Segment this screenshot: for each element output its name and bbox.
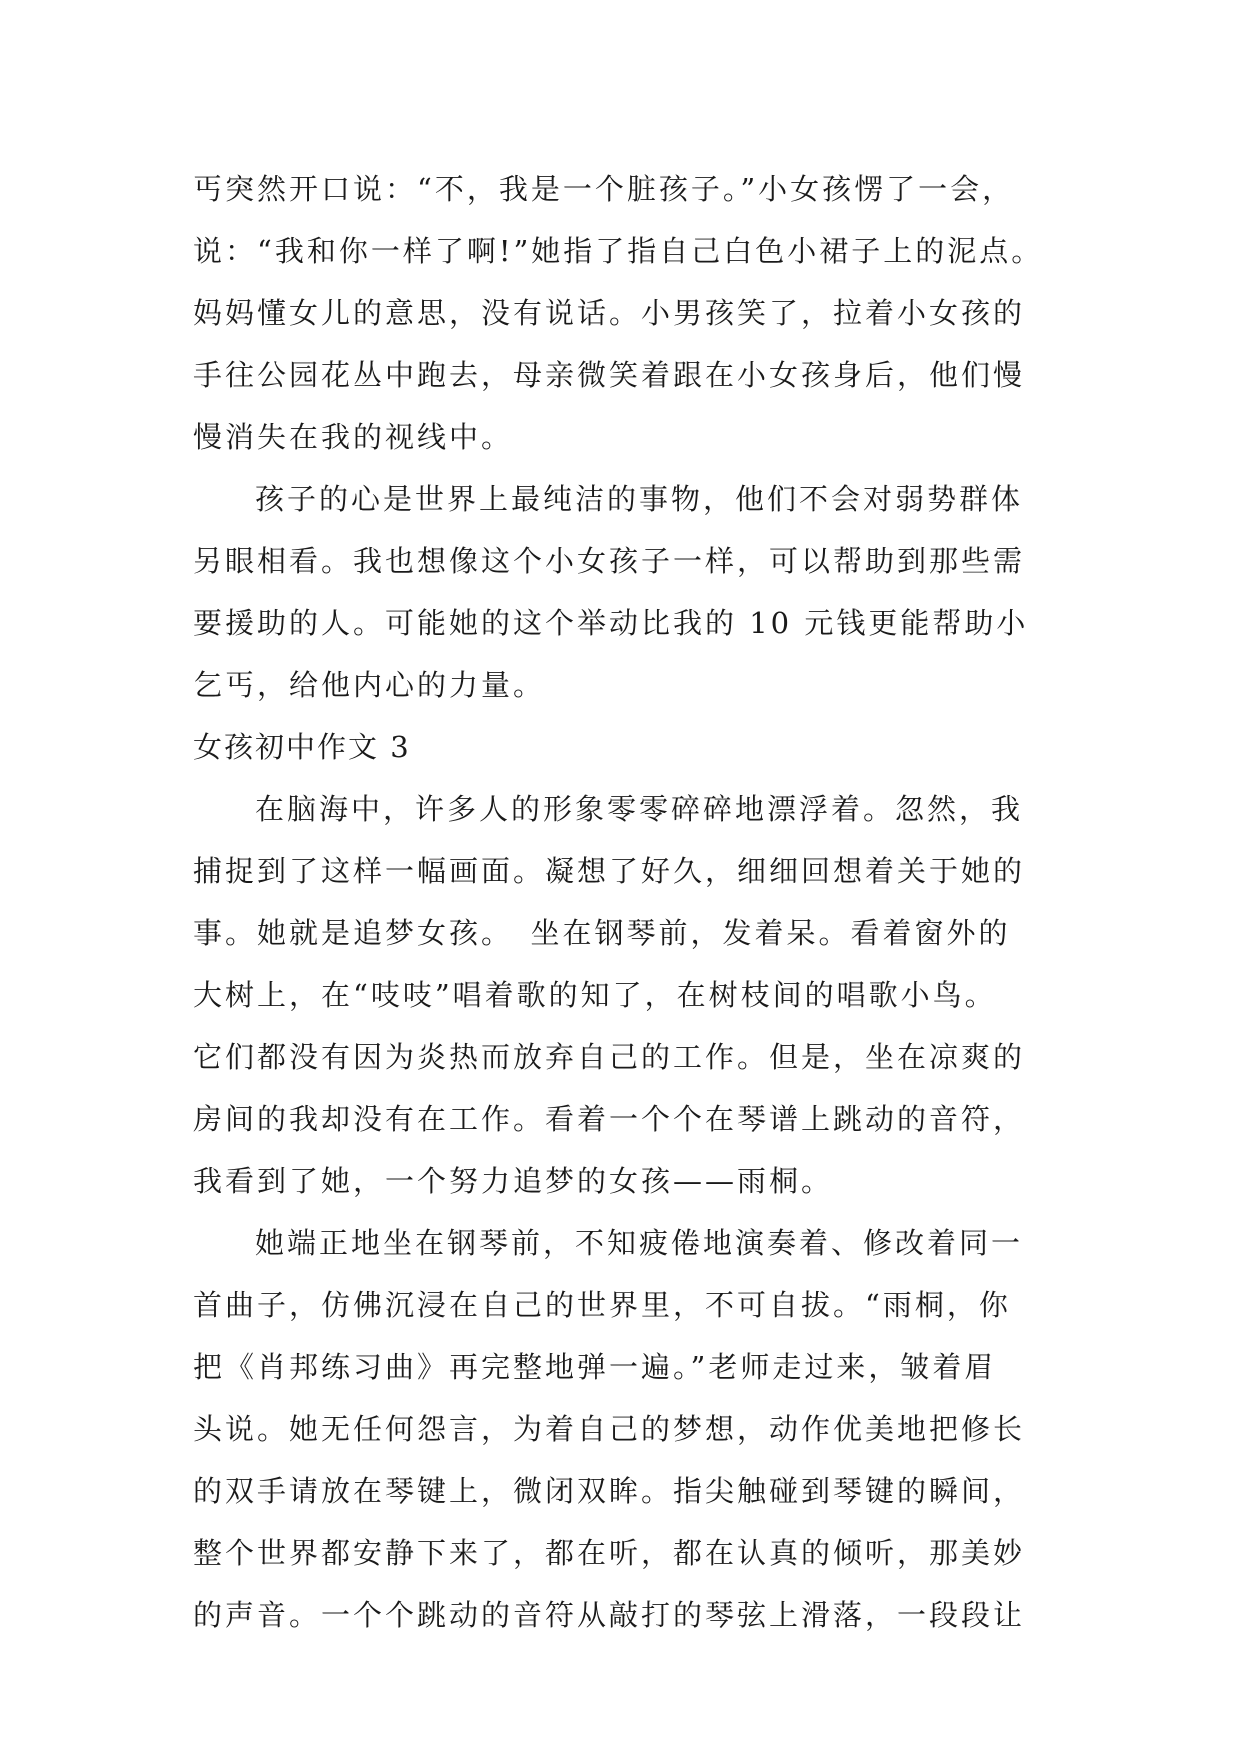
text-line: 事。她就是追梦女孩。 坐在钢琴前，发着呆。看着窗外的 bbox=[193, 916, 1011, 950]
text-line: 乞丐，给他内心的力量。 bbox=[193, 668, 546, 702]
text-line: 我看到了她，一个努力追梦的女孩——雨桐。 bbox=[193, 1164, 834, 1198]
paragraph-2 bbox=[193, 468, 1063, 716]
text-line: 它们都没有因为炎热而放弃自己的工作。但是，坐在凉爽的 bbox=[193, 1040, 1026, 1074]
text-line: 把《肖邦练习曲》再完整地弹一遍。”老师走过来，皱着眉 bbox=[193, 1350, 997, 1384]
text-line: 妈妈懂女儿的意思，没有说话。小男孩笑了，拉着小女孩的 bbox=[193, 296, 1026, 330]
text-line: 房间的我却没有在工作。看着一个个在琴谱上跳动的音符， bbox=[193, 1102, 1026, 1136]
text-line: 大树上，在“吱吱”唱着歌的知了，在树枝间的唱歌小鸟。 bbox=[193, 978, 997, 1012]
document-body bbox=[193, 158, 1063, 1646]
text-line: 首曲子，仿佛沉浸在自己的世界里，不可自拔。“雨桐，你 bbox=[193, 1288, 1011, 1322]
text-line: 另眼相看。我也想像这个小女孩子一样，可以帮助到那些需 bbox=[193, 544, 1026, 578]
text-line: 丐突然开口说：“不，我是一个脏孩子。”小女孩愣了一会， bbox=[193, 172, 1015, 206]
text-line: 慢消失在我的视线中。 bbox=[193, 420, 514, 454]
text-line: 手往公园花丛中跑去，母亲微笑着跟在小女孩身后，他们慢 bbox=[193, 358, 1026, 392]
text-line: 头说。她无任何怨言，为着自己的梦想，动作优美地把修长 bbox=[193, 1412, 1026, 1446]
text-line: 孩子的心是世界上最纯洁的事物，他们不会对弱势群体 bbox=[255, 482, 1024, 516]
paragraph-1 bbox=[193, 158, 1063, 468]
paragraph-3 bbox=[193, 778, 1063, 1212]
text-line: 她端正地坐在钢琴前，不知疲倦地演奏着、修改着同一 bbox=[255, 1226, 1024, 1260]
text-line: 要援助的人。可能她的这个举动比我的 10 元钱更能帮助小 bbox=[193, 606, 1029, 640]
text-line: 在脑海中，许多人的形象零零碎碎地漂浮着。忽然，我 bbox=[255, 792, 1024, 826]
text-line: 的声音。一个个跳动的音符从敲打的琴弦上滑落，一段段让 bbox=[193, 1598, 1026, 1632]
text-line: 捕捉到了这样一幅画面。凝想了好久，细细回想着关于她的 bbox=[193, 854, 1026, 888]
text-line: 整个世界都安静下来了，都在听，都在认真的倾听，那美妙 bbox=[193, 1536, 1026, 1570]
text-line: 说：“我和你一样了啊!”她指了指自己白色小裙子上的泥点。 bbox=[193, 234, 1044, 268]
text-line: 的双手请放在琴键上，微闭双眸。指尖触碰到琴键的瞬间， bbox=[193, 1474, 1026, 1508]
paragraph-4 bbox=[193, 1212, 1063, 1646]
section-heading: 女孩初中作文 3 bbox=[193, 730, 411, 764]
